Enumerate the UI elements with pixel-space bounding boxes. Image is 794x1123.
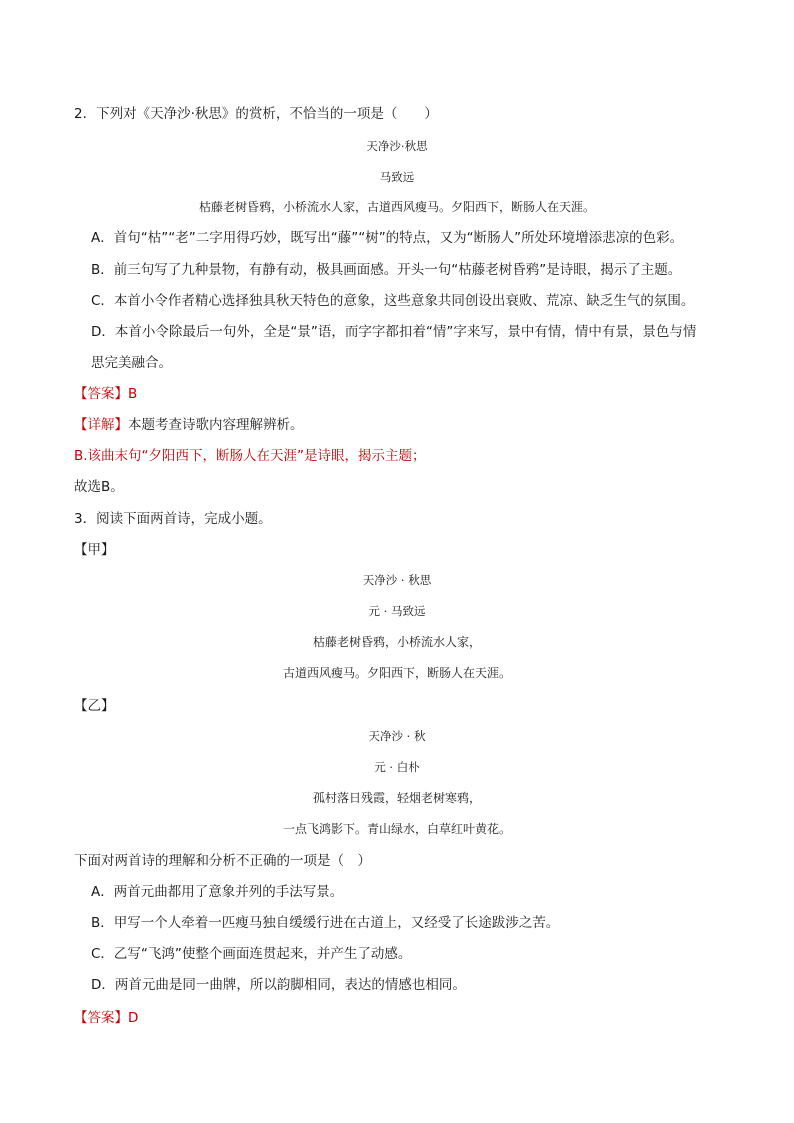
- poem-a-line-1: 枯藤老树昏鸦，小桥流水人家，: [312, 635, 481, 649]
- poem-a-tag: 【甲】: [74, 542, 115, 558]
- poem-b-title: 天净沙 · 秋: [368, 729, 426, 743]
- q2-option-c: C．本首小令作者精心选择独具秋天特色的意象，这些意象共同创设出衰败、荒凉、缺乏生气的氛围。: [91, 293, 695, 309]
- q3-option-d: D．两首元曲是同一曲牌，所以韵脚相同，表达的情感也相同。: [91, 977, 466, 993]
- answer-value: D: [128, 1010, 139, 1026]
- q2-poem-text: 枯藤老树昏鸦，小桥流水人家，古道西风瘦马。夕阳西下，断肠人在天涯。: [198, 200, 595, 214]
- q3-option-c: C．乙写“飞鸿”使整个画面连贯起来，并产生了动感。: [91, 946, 412, 962]
- poem-a-line-2: 古道西风瘦马。夕阳西下，断肠人在天涯。: [282, 666, 511, 680]
- q3-option-b: B．甲写一个人牵着一匹瘦马独自缓缓行进在古道上，又经受了长途跋涉之苦。: [91, 915, 560, 931]
- detail-tag: 【详解】: [74, 417, 128, 433]
- q2-option-a: A．首句“枯”“老”二字用得巧妙，既写出“藤”“树”的特点，又为“断肠人”所处环境增添悲凉的色彩。: [91, 230, 684, 246]
- q2-poem-title: 天净沙·秋思: [366, 139, 428, 153]
- q3-question: 下面对两首诗的理解和分析不正确的一项是（ ）: [74, 853, 371, 869]
- q2-conclusion: 故选B。: [74, 479, 124, 495]
- q2-explanation: B.该曲末句“夕阳西下，断肠人在天涯”是诗眼，揭示主题；: [74, 448, 426, 464]
- q2-stem: 2．下列对《天净沙·秋思》的赏析，不恰当的一项是（ ）: [74, 106, 438, 122]
- poem-a-author: 元 · 马致远: [368, 604, 426, 618]
- q3-stem: 3．阅读下面两首诗，完成小题。: [74, 511, 272, 527]
- q2-option-d-cont: 思完美融合。: [91, 355, 172, 371]
- q2-option-d: D．本首小令除最后一句外，全是“景”语，而字字都扣着“情”字来写，景中有情，情中有景，景色与情: [91, 324, 697, 340]
- q2-option-b: B．前三句写了九种景物，有静有动，极具画面感。开头一句“枯藤老树昏鸦”是诗眼，揭示了主题。: [91, 262, 682, 278]
- q3-answer: [74, 1008, 138, 1028]
- poem-a-title: 天净沙 · 秋思: [362, 573, 432, 587]
- poem-b-author: 元 · 白朴: [374, 760, 420, 774]
- detail-text: 本题考查诗歌内容理解辨析。: [128, 417, 304, 433]
- answer-value: B: [128, 386, 138, 402]
- poem-b-tag: 【乙】: [74, 698, 115, 714]
- q2-poem-author: 马致远: [379, 170, 415, 184]
- q2-detail: [74, 415, 304, 435]
- q3-option-a: A．两首元曲都用了意象并列的手法写景。: [91, 884, 344, 900]
- answer-tag: 【答案】: [74, 386, 128, 402]
- poem-b-line-1: 孤村落日残霞，轻烟老树寒鸦，: [312, 791, 481, 805]
- poem-b-line-2: 一点飞鸿影下。青山绿水，白草红叶黄花。: [282, 822, 511, 836]
- answer-tag: 【答案】: [74, 1010, 128, 1026]
- q2-answer: [74, 384, 137, 404]
